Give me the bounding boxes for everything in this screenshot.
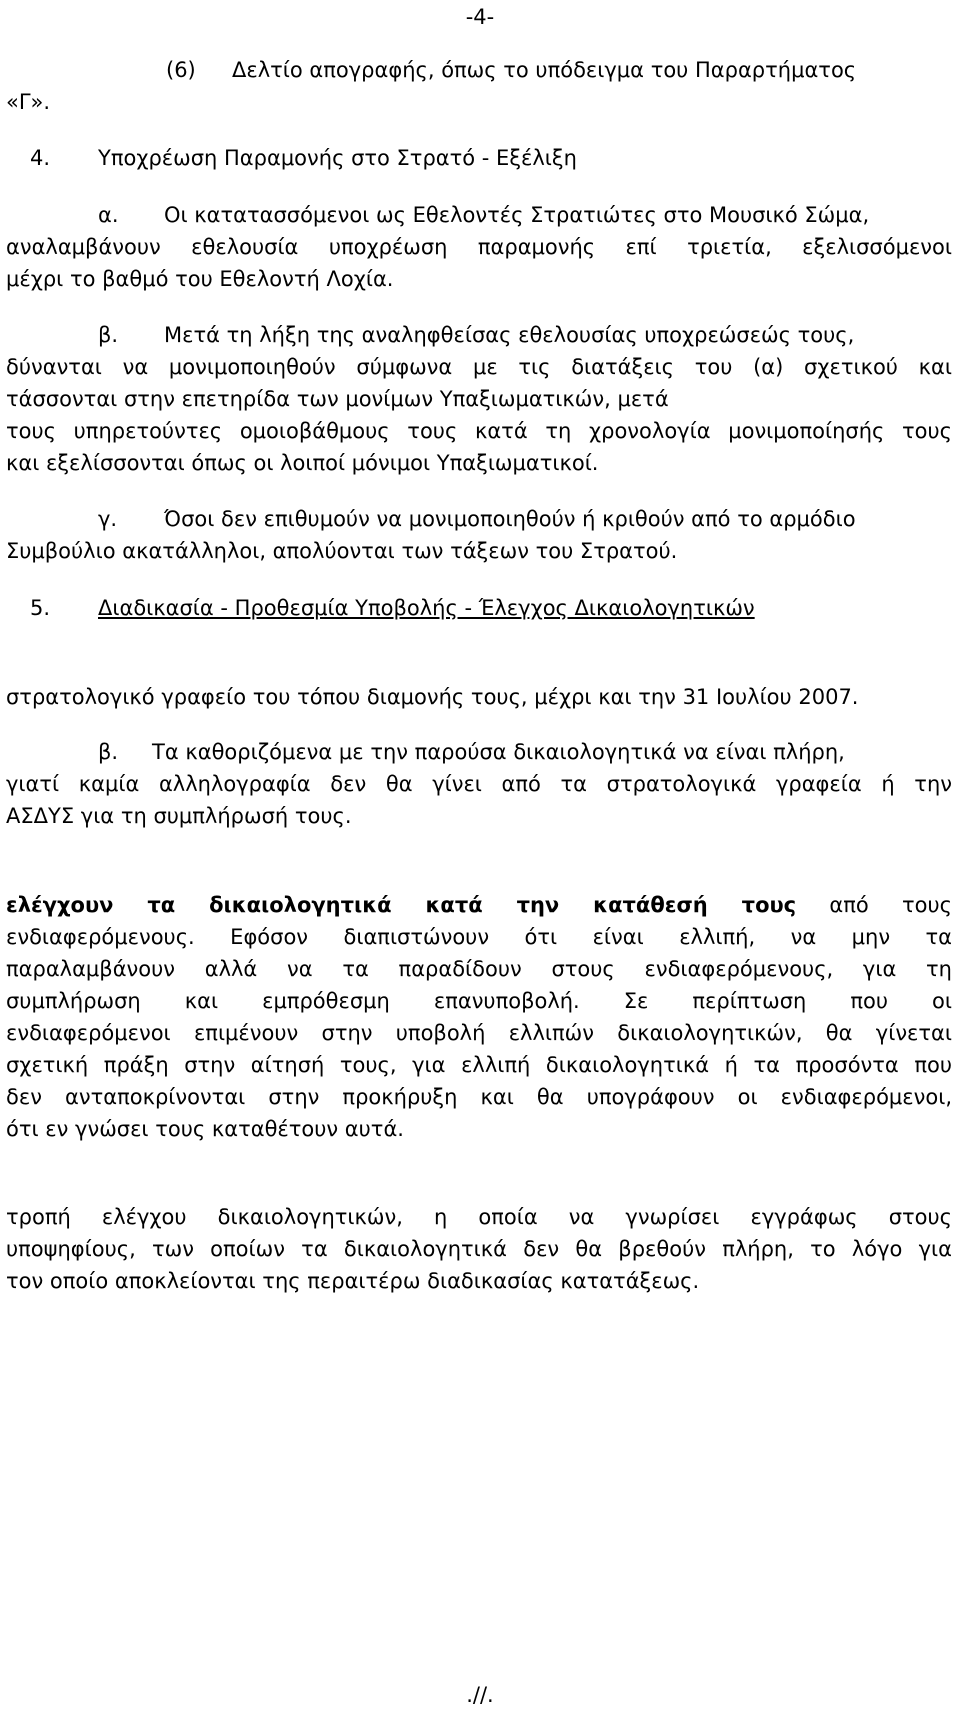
section-4c-line: Συμβούλιο ακατάλληλοι, απολύονται των τάξεων του Στρατού. [6, 539, 678, 563]
page-number: -4- [465, 5, 495, 29]
section-5c-line: παραλαμβάνουν αλλά να τα παραδίδουν στους ενδιαφερόμενους, για τη [6, 957, 952, 981]
section-5b-first-line [6, 737, 952, 767]
section-4a-label: α. [98, 203, 119, 227]
section-4b-label: β. [98, 323, 119, 347]
section-5c-line: δεν ανταποκρίνονται στην προκήρυξη και θα υπογράφουν οι ενδιαφερόμενοι, [6, 1085, 952, 1109]
continuation-mark: .//. [466, 1683, 494, 1707]
section-5c-line: συμπλήρωση και εμπρόθεσμη επανυποβολή. Σε περίπτωση που οι [6, 989, 952, 1013]
section-5b-line: ΑΣΔΥΣ για τη συμπλήρωσή τους. [6, 804, 352, 828]
section-4b-first-line [6, 320, 952, 350]
section-5c-first-line [92, 858, 952, 888]
section-4b-line: τους υπηρετούντες ομοιοβάθμους τους κατά τη χρονολογία μονιμοποίησής τους [6, 419, 952, 443]
section-5-heading [6, 593, 952, 623]
section-5c-line: ενδιαφερόμενοι επιμένουν στην υποβολή ελλιπών δικαιολογητικών, θα γίνεται [6, 1021, 952, 1045]
section-5d-line: τροπή ελέγχου δικαιολογητικών, η οποία να γνωρίσει εγγράφως στους [6, 1205, 952, 1229]
section-5-number: 5. [30, 596, 51, 620]
section-4b-line: τάσσονται στην επετηρίδα των μονίμων Υπαξιωματικών, μετά [6, 387, 669, 411]
section-5d-line: υποψηφίους, των οποίων τα δικαιολογητικά δεν θα βρεθούν πλήρη, το λόγο για [6, 1237, 952, 1261]
section-4a-line: αναλαμβάνουν εθελουσία υποχρέωση παραμονής επί τριετία, εξελισσόμενοι [6, 235, 952, 259]
section-5c-line: σχετική πράξη στην αίτησή τους, για ελλιπή δικαιολογητικά ή τα προσόντα που [6, 1053, 952, 1077]
section-5a-line: στρατολογικό γραφείο του τόπου διαμονής τους, μέχρι και την 31 Ιουλίου 2007. [6, 685, 859, 709]
item-6-text: Δελτίο απογραφής, όπως το υπόδειγμα του Παραρτήματος [232, 58, 857, 82]
section-5c-bold-emphasis: ελέγχουν τα δικαιολογητικά κατά την κατάθεσή τους [6, 893, 797, 917]
section-5c-second-plain: από τους [796, 893, 952, 917]
section-4b-line: δύνανται να μονιμοποιηθούν σύμφωνα με τις διατάξεις του (α) σχετικού και [6, 355, 952, 379]
section-5c-line: ότι εν γνώσει τους καταθέτουν αυτά. [6, 1117, 404, 1141]
item-6-first-line [6, 55, 952, 85]
section-4b-text: Μετά τη λήξη της αναληφθείσας εθελουσίας υποχρεώσεώς τους, [164, 323, 855, 347]
section-4a-first-line [6, 200, 952, 230]
section-4c-text: Όσοι δεν επιθυμούν να μονιμοποιηθούν ή κριθούν από το αρμόδιο [164, 507, 856, 531]
section-5b-text: Τα καθοριζόμενα με την παρούσα δικαιολογητικά να είναι πλήρη, [152, 740, 845, 764]
section-5d-line: τον οποίο αποκλείονται της περαιτέρω διαδικασίας κατατάξεως. [6, 1269, 700, 1293]
section-5c-line: ενδιαφερόμενους. Εφόσον διαπιστώνουν ότι είναι ελλιπή, να μην τα [6, 925, 952, 949]
section-4-title: Υποχρέωση Παραμονής στο Στρατό - Εξέλιξη [98, 146, 577, 170]
section-5d-first-line [104, 1170, 952, 1200]
section-5-title: Διαδικασία - Προθεσμία Υποβολής - Έλεγχος Δικαιολογητικών [98, 596, 755, 620]
section-4-number: 4. [30, 146, 51, 170]
section-4a-line: μέχρι το βαθμό του Εθελοντή Λοχία. [6, 267, 394, 291]
section-5a-first-line [92, 650, 952, 680]
section-5b-label: β. [98, 740, 119, 764]
section-4a-text: Οι κατατασσόμενοι ως Εθελοντές Στρατιώτες στο Μουσικό Σώμα, [164, 203, 870, 227]
section-4c-label: γ. [98, 507, 118, 531]
section-4c-first-line [6, 504, 952, 534]
section-4b-line: και εξελίσσονται όπως οι λοιποί μόνιμοι Υπαξιωματικοί. [6, 451, 599, 475]
item-6-label: (6) [166, 58, 196, 82]
section-5b-line: γιατί καμία αλληλογραφία δεν θα γίνει από τα στρατολογικά γραφεία ή την [6, 772, 952, 796]
section-5c-second-line [6, 890, 952, 920]
item-6-second-line: «Γ». [6, 90, 51, 114]
section-4-heading [6, 143, 952, 173]
